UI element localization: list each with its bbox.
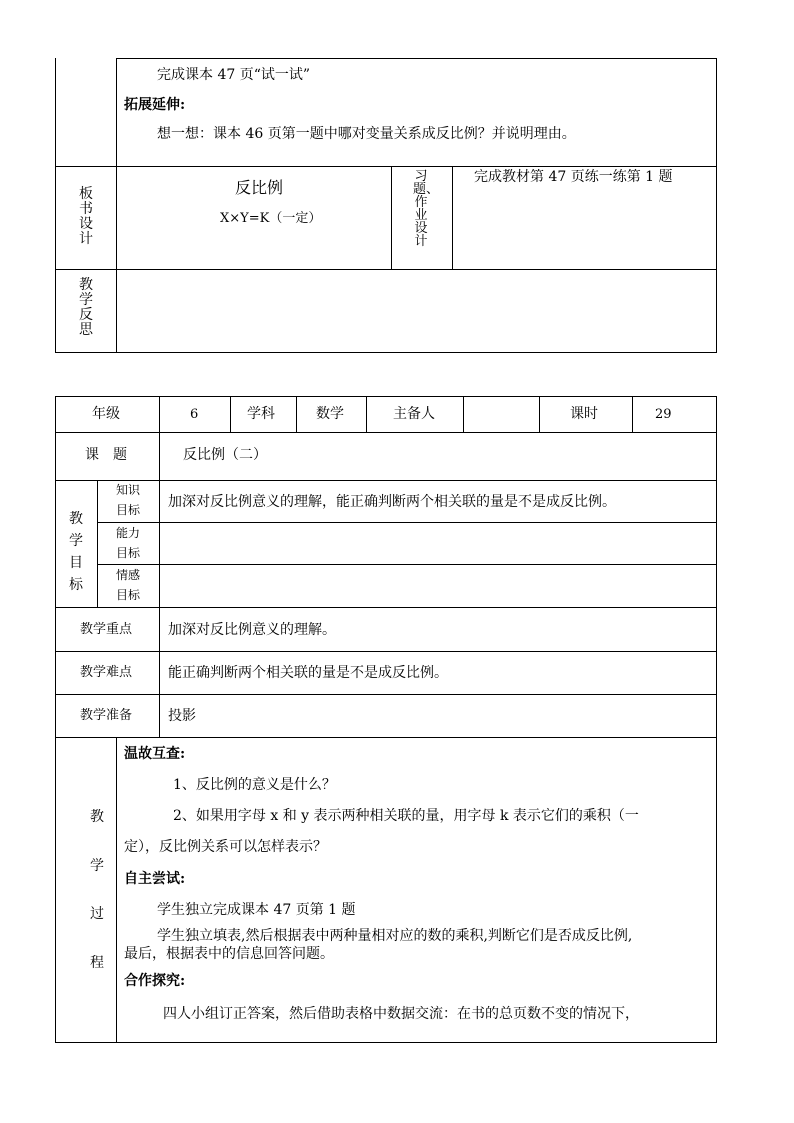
trial-line-2a: 学生独立填表,然后根据表中两种量相对应的数的乘积,判断它们是否成反比例, — [157, 928, 633, 944]
trial-heading: 自主尝试: — [124, 871, 186, 887]
review-heading: 温故互查: — [124, 746, 186, 762]
teaching-goals-label: 教学目标 — [69, 511, 83, 593]
extension-text: 想一想：课本 46 页第一题中哪对变量关系成反比例？并说明理由。 — [157, 126, 576, 142]
subject-value: 数学 — [316, 406, 344, 422]
preparer-label: 主备人 — [393, 406, 435, 422]
goal-label-emotion-1: 情感 — [116, 568, 141, 582]
review-question-1: 1、反比例的意义是什么？ — [173, 777, 336, 793]
goal-label-knowledge-1: 知识 — [116, 483, 141, 497]
prep-text: 投影 — [168, 708, 196, 724]
process-label-char-2: 学 — [90, 858, 104, 874]
coop-heading: 合作探究: — [124, 973, 186, 989]
process-label-char-1: 教 — [90, 809, 104, 825]
board-title: 反比例 — [235, 178, 284, 197]
board-formula: X×Y=K（一定） — [220, 211, 322, 226]
goal-label-ability-1: 能力 — [116, 526, 141, 540]
board-design-label: 板书设计 — [79, 186, 93, 247]
trial-line-1: 学生独立完成课本 47 页第 1 题 — [157, 902, 356, 918]
goal-text-knowledge: 加深对反比例意义的理解，能正确判断两个相关联的量是不是成反比例。 — [168, 494, 616, 510]
topic-value: 反比例（二） — [183, 447, 267, 463]
prep-label: 教学准备 — [80, 708, 133, 723]
upper-tail-line: 完成课本 47 页“试一试” — [157, 67, 311, 83]
key-point-label: 教学重点 — [80, 622, 133, 637]
review-question-2b: 定），反比例关系可以怎样表示？ — [124, 839, 327, 855]
reflection-label: 教学反思 — [79, 277, 93, 338]
grade-label: 年级 — [92, 406, 120, 422]
difficulty-text: 能正确判断两个相关联的量是不是成反比例。 — [168, 665, 448, 681]
grade-value: 6 — [190, 407, 199, 422]
homework-text: 完成教材第 47 页练一练第 1 题 — [474, 169, 673, 185]
period-label: 课时 — [570, 406, 598, 422]
coop-text: 四人小组订正答案，然后借助表格中数据交流：在书的总页数不变的情况下， — [163, 1006, 639, 1022]
goal-label-emotion-2: 目标 — [116, 588, 141, 602]
review-question-2a: 2、如果用字母 x 和 y 表示两种相关联的量，用字母 k 表示它们的乘积（一 — [173, 808, 639, 824]
process-label-char-3: 过 — [90, 906, 104, 922]
difficulty-label: 教学难点 — [80, 665, 133, 680]
key-point-text: 加深对反比例意义的理解。 — [168, 622, 336, 638]
extension-heading: 拓展延伸: — [124, 97, 186, 113]
subject-label: 学科 — [247, 406, 275, 422]
goal-label-knowledge-2: 目标 — [116, 503, 141, 517]
topic-label: 课 题 — [85, 447, 127, 463]
trial-line-2b: 最后，根据表中的信息回答问题。 — [124, 946, 334, 962]
period-value: 29 — [655, 407, 672, 422]
homework-label: 习题、作业设计 — [413, 169, 440, 249]
process-label-char-4: 程 — [90, 955, 104, 971]
goal-label-ability-2: 目标 — [116, 546, 141, 560]
